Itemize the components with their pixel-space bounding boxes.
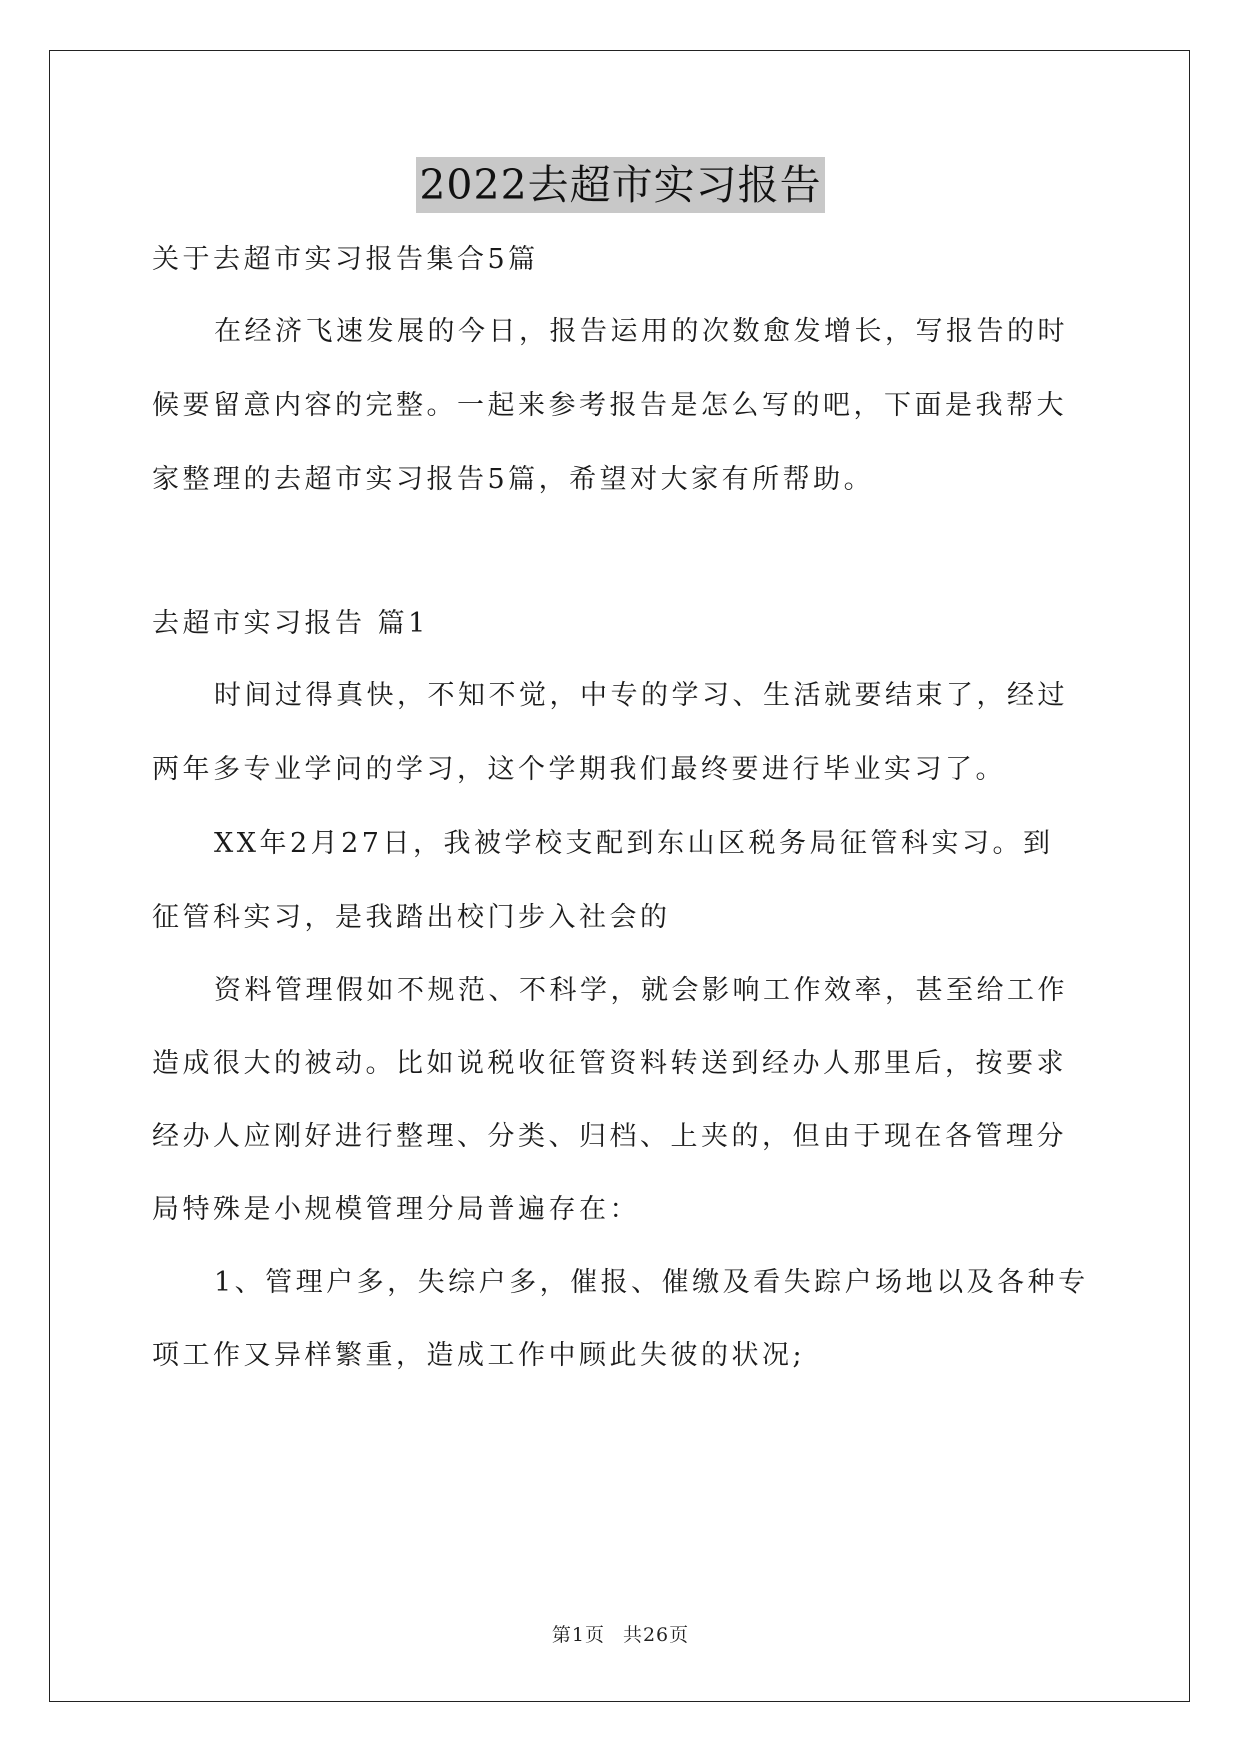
page-footer [0,1622,1241,1648]
para1-line-1: 时间过得真快，不知不觉，中专的学习、生活就要结束了，经过 [214,680,1068,711]
subtitle: 关于去超市实习报告集合5篇 [152,244,539,275]
para1-line-2: 两年多专业学问的学习，这个学期我们最终要进行毕业实习了。 [152,754,1006,785]
para3-line-1: 资料管理假如不规范、不科学，就会影响工作效率，甚至给工作 [214,975,1068,1006]
para4-line-1: 1、管理户多，失综户多，催报、催缴及看失踪户场地以及各种专 [214,1267,1089,1298]
intro-line-3: 家整理的去超市实习报告5篇，希望对大家有所帮助。 [152,464,875,495]
para3-line-4: 局特殊是小规模管理分局普遍存在： [152,1194,640,1225]
para4-line-2: 项工作又异样繁重，造成工作中顾此失彼的状况; [152,1340,806,1371]
section-heading: 去超市实习报告 篇1 [152,608,429,639]
intro-line-1: 在经济飞速发展的今日，报告运用的次数愈发增长，写报告的时 [214,316,1068,347]
page-total: 共26页 [622,1624,690,1646]
para3-line-3: 经办人应刚好进行整理、分类、归档、上夹的，但由于现在各管理分 [152,1121,1067,1152]
title-wrap [0,157,1241,213]
para2-line-1: XX年2月27日，我被学校支配到东山区税务局征管科实习。到 [214,828,1054,859]
document-title: 2022去超市实习报告 [416,157,824,213]
para3-line-2: 造成很大的被动。比如说税收征管资料转送到经办人那里后，按要求 [152,1048,1067,1079]
intro-line-2: 候要留意内容的完整。一起来参考报告是怎么写的吧，下面是我帮大 [152,390,1067,421]
page-number: 第1页 [551,1624,605,1646]
para2-line-2: 征管科实习，是我踏出校门步入社会的 [152,902,671,933]
